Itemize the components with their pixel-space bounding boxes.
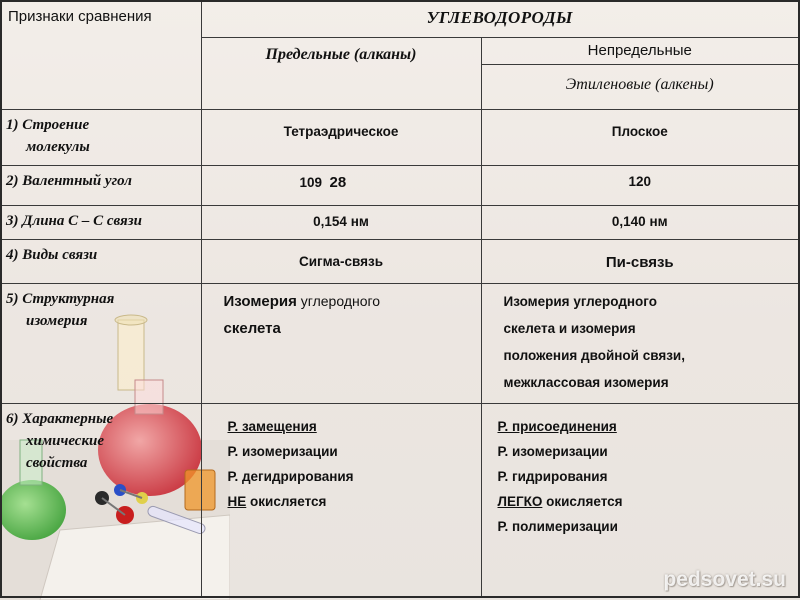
- list-item-text: окисляется: [542, 493, 623, 509]
- angle-minutes: 28: [329, 173, 347, 191]
- row-label-text: химические: [26, 432, 105, 449]
- row-label-text: изомерия: [26, 312, 88, 329]
- header-corner-cell: [1, 1, 201, 109]
- list-item: Р. изомеризации: [227, 443, 338, 459]
- alkane-bond-length: 0,154 нм: [201, 205, 481, 239]
- row-label-isomerism: [1, 283, 201, 403]
- angle-degrees: 109: [299, 174, 323, 190]
- isomerism-text: углеродного: [296, 292, 381, 309]
- alkane-isomerism: [201, 283, 481, 403]
- list-item: [228, 489, 475, 514]
- list-item: Изомерия углеродного: [503, 293, 657, 309]
- list-item: Р. полимеризации: [497, 518, 618, 534]
- alkane-chemical-properties: [201, 403, 481, 597]
- alkane-bond-type: Сигма-связь: [201, 239, 481, 283]
- isomerism-text: скелета: [223, 319, 281, 337]
- isomerism-word: Изомерия: [223, 292, 297, 310]
- list-item: Р. изомеризации: [497, 443, 608, 459]
- header-unsaturated: Непредельные: [482, 38, 799, 65]
- table-row: [1, 283, 799, 403]
- alkene-valence-angle: 120: [481, 165, 799, 205]
- list-item: Р. замещения: [227, 418, 317, 434]
- row-label-text: 6) Характерные: [6, 410, 114, 427]
- alkane-structure: Тетраэдрическое: [201, 109, 481, 165]
- header-saturated: Предельные (алканы): [201, 37, 481, 109]
- row-label-bond-length: 3) Длина С – С связи: [1, 205, 201, 239]
- row-label-valence-angle: 2) Валентный угол: [1, 165, 201, 205]
- emphasis-word: НЕ: [227, 493, 247, 509]
- alkene-structure: Плоское: [481, 109, 799, 165]
- table-row: [1, 239, 799, 283]
- header-alkenes: Этиленовые (алкены): [565, 75, 714, 93]
- row-label-structure: [1, 109, 201, 165]
- table-row: [1, 205, 799, 239]
- row-label-text: 5) Структурная: [6, 290, 115, 307]
- header-hydrocarbons: УГЛЕВОДОРОДЫ: [201, 1, 799, 37]
- row-label-bond-types: 4) Виды связи: [1, 239, 201, 283]
- list-item: Р. дегидрирования: [227, 468, 354, 484]
- alkene-bond-type: Пи-связь: [481, 239, 799, 283]
- row-label-chemical-properties: [1, 403, 201, 597]
- watermark: pedsovet.su: [663, 568, 786, 591]
- header-unsaturated-cell: [481, 37, 799, 109]
- row-label-text: свойства: [26, 454, 88, 471]
- list-item: Р. гидрирования: [497, 468, 608, 484]
- row-label-text: 1) Строение: [6, 116, 90, 133]
- list-item: Р. присоединения: [497, 418, 617, 434]
- list-item: [498, 489, 793, 514]
- list-item: положения двойной связи,: [503, 347, 685, 363]
- emphasis-word: ЛЕГКО: [497, 493, 543, 509]
- table-row: [1, 165, 799, 205]
- alkene-isomerism: [481, 283, 799, 403]
- list-item-text: окисляется: [246, 493, 327, 509]
- alkene-bond-length: 0,140 нм: [481, 205, 799, 239]
- row-label-text: молекулы: [26, 138, 90, 155]
- list-item: межклассовая изомерия: [503, 374, 669, 390]
- list-item: скелета и изомерия: [503, 320, 636, 336]
- header-comparison-criteria: Признаки сравнения: [8, 8, 152, 25]
- alkane-valence-angle: [201, 165, 481, 205]
- table-row: [1, 109, 799, 165]
